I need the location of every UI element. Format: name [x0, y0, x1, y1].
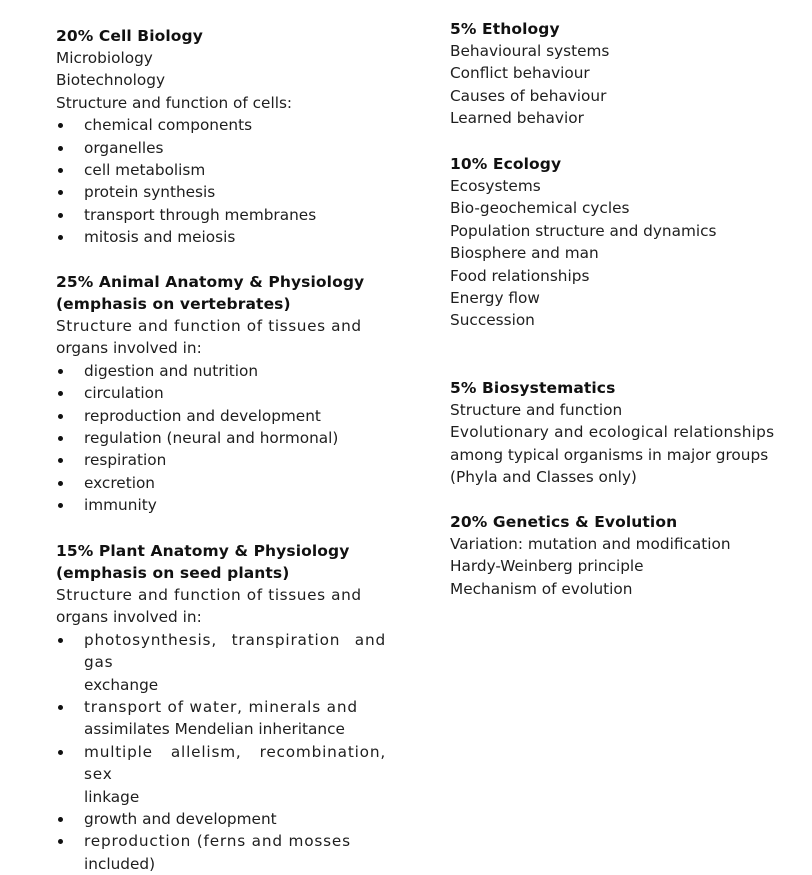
- bullet-item: [56, 382, 386, 404]
- section-biosystematics: [450, 377, 795, 489]
- section-subtitle: (emphasis on vertebrates): [56, 295, 291, 313]
- topic-line: Evolutionary and ecological relationships: [450, 423, 775, 442]
- bullet-item: [56, 741, 386, 808]
- bullet-icon: [58, 369, 63, 374]
- bullet-text: photosynthesis, transpiration and gas: [84, 630, 386, 672]
- bullet-text: respiration: [84, 451, 167, 470]
- section-title: 15% Plant Anatomy & Physiology: [56, 542, 350, 560]
- bullet-text: circulation: [84, 384, 164, 403]
- topic-line: (Phyla and Classes only): [450, 468, 637, 487]
- intro-line: organs involved in:: [56, 608, 202, 627]
- bullet-text: cell metabolism: [84, 161, 206, 180]
- topic-line: Microbiology: [56, 49, 153, 67]
- topic-line: Biosphere and man: [450, 244, 599, 263]
- bullet-text-continued: included): [84, 854, 156, 873]
- bullet-item: [56, 472, 386, 494]
- bullet-item: [56, 808, 386, 830]
- bullet-text: organelles: [84, 138, 164, 157]
- topic-line: Conflict behaviour: [450, 64, 590, 83]
- bullet-item: [56, 405, 386, 427]
- bullet-text: digestion and nutrition: [84, 361, 259, 380]
- bullet-list: [56, 629, 386, 875]
- bullet-item: [56, 137, 386, 159]
- bullet-icon: [58, 213, 63, 218]
- bullet-icon: [58, 190, 63, 195]
- topic-line: Bio-geochemical cycles: [450, 199, 630, 218]
- bullet-icon: [58, 750, 63, 755]
- bullet-icon: [58, 414, 63, 419]
- section-title: 5% Biosystematics: [450, 379, 616, 397]
- bullet-text: regulation (neural and hormonal): [84, 429, 339, 448]
- intro-line: organs involved in:: [56, 339, 202, 358]
- topic-line: Ecosystems: [450, 177, 541, 195]
- bullet-list: [56, 114, 386, 248]
- bullet-text-continued: assimilates Mendelian inheritance: [84, 720, 345, 739]
- intro-line: Structure and function of tissues and: [56, 317, 362, 335]
- bullet-text: growth and development: [84, 810, 277, 829]
- bullet-item: [56, 226, 386, 248]
- section-animal-anatomy: [56, 271, 386, 517]
- bullet-text: mitosis and meiosis: [84, 228, 236, 247]
- bullet-icon: [58, 436, 63, 441]
- bullet-icon: [58, 638, 63, 643]
- bullet-icon: [58, 503, 63, 508]
- topic-line: among typical organisms in major groups: [450, 445, 769, 464]
- bullet-icon: [58, 458, 63, 463]
- topic-line: Energy flow: [450, 289, 540, 308]
- bullet-item: [56, 159, 386, 181]
- bullet-text: protein synthesis: [84, 183, 216, 202]
- bullet-item: [56, 629, 386, 696]
- topic-line: Hardy-Weinberg principle: [450, 557, 644, 576]
- bullet-icon: [58, 123, 63, 128]
- topic-line: Food relationships: [450, 266, 590, 285]
- bullet-text: multiple allelism, recombination, sex: [84, 742, 386, 784]
- topic-line: Causes of behaviour: [450, 86, 607, 105]
- bullet-text: chemical components: [84, 116, 253, 135]
- topic-line: Variation: mutation and modification: [450, 535, 731, 553]
- bullet-text: reproduction and development: [84, 406, 321, 425]
- section-title: 25% Animal Anatomy & Physiology: [56, 273, 365, 291]
- intro-line: Structure and function of tissues and: [56, 586, 362, 604]
- topic-line: Learned behavior: [450, 109, 584, 128]
- topic-line: Succession: [450, 311, 535, 330]
- section-title: 5% Ethology: [450, 20, 560, 38]
- bullet-text: immunity: [84, 496, 157, 515]
- topic-line: Structure and function: [450, 401, 623, 419]
- bullet-icon: [58, 705, 63, 710]
- bullet-text: excretion: [84, 473, 156, 492]
- bullet-text-continued: linkage: [84, 787, 140, 806]
- topic-line: Mechanism of evolution: [450, 579, 633, 598]
- bullet-item: [56, 204, 386, 226]
- bullet-text: transport of water, minerals and: [84, 698, 358, 717]
- bullet-item: [56, 360, 386, 382]
- bullet-icon: [58, 481, 63, 486]
- bullet-text: transport through membranes: [84, 205, 317, 224]
- section-genetics-evolution: [450, 511, 795, 600]
- section-cell-biology: [56, 25, 386, 249]
- bullet-item: [56, 449, 386, 471]
- bullet-icon: [58, 391, 63, 396]
- bullet-item: [56, 830, 386, 875]
- bullet-list: [56, 360, 386, 517]
- section-title: 10% Ecology: [450, 155, 562, 173]
- bullet-text: reproduction (ferns and mosses: [84, 832, 351, 851]
- topic-line: Biotechnology: [56, 71, 166, 90]
- bullet-text-continued: exchange: [84, 675, 159, 694]
- topic-line: Structure and function of cells:: [56, 93, 293, 112]
- bullet-icon: [58, 235, 63, 240]
- section-ethology: [450, 18, 795, 130]
- bullet-item: [56, 494, 386, 516]
- section-title: 20% Cell Biology: [56, 27, 203, 45]
- bullet-icon: [58, 168, 63, 173]
- topic-line: Population structure and dynamics: [450, 221, 717, 240]
- bullet-icon: [58, 817, 63, 822]
- bullet-icon: [58, 146, 63, 151]
- bullet-item: [56, 114, 386, 136]
- section-ecology: [450, 153, 795, 332]
- bullet-item: [56, 427, 386, 449]
- topic-line: Behavioural systems: [450, 42, 610, 60]
- section-subtitle: (emphasis on seed plants): [56, 564, 290, 582]
- section-plant-anatomy: [56, 540, 386, 875]
- bullet-item: [56, 181, 386, 203]
- bullet-item: [56, 696, 386, 741]
- section-title: 20% Genetics & Evolution: [450, 513, 678, 531]
